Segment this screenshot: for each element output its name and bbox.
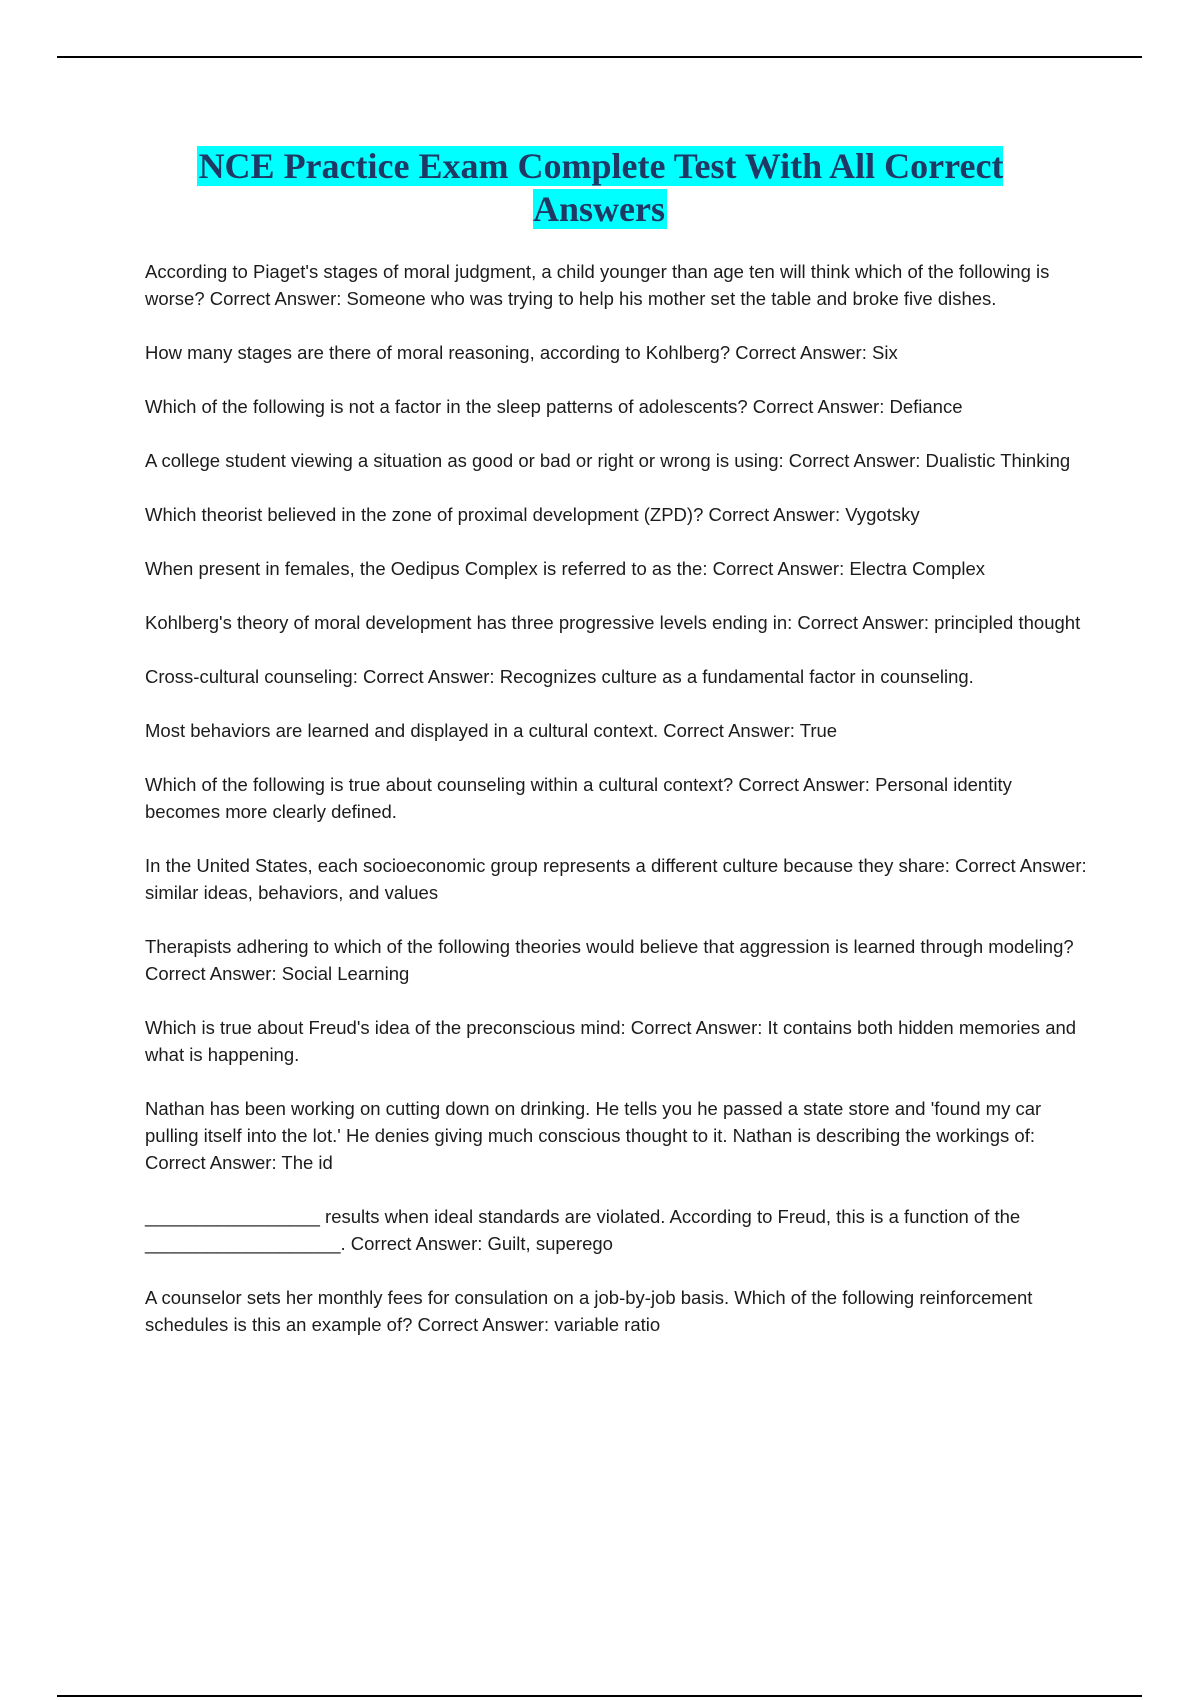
title-block [140,145,1060,231]
document-title-text: NCE Practice Exam Complete Test With All Correct Answers [198,146,1004,229]
document-title [140,145,1060,231]
question-item-10: Which of the following is true about counseling within a cultural context? Correct Answer: Personal identity becomes more clearly defined. [145,774,1012,822]
question-item-9: Most behaviors are learned and displayed in a cultural context. Correct Answer: True [145,720,838,741]
question-item-5: Which theorist believed in the zone of proximal development (ZPD)? Correct Answer: Vygotsky [145,504,920,525]
question-list [145,258,1090,1365]
footer-rule [57,1695,1142,1697]
question-item-1: According to Piaget's stages of moral judgment, a child younger than age ten will think which of the following is worse? Correct Answer: Someone who was trying to help his mother set the table and broke five dishes. [145,261,1050,309]
question-item-2: How many stages are there of moral reasoning, according to Kohlberg? Correct Answer: Six [145,342,898,363]
question-item-11: In the United States, each socioeconomic group represents a different culture because they share: Correct Answer: similar ideas, behaviors, and values [145,855,1087,903]
question-item-7: Kohlberg's theory of moral development has three progressive levels ending in: Correct Answer: principled thought [145,612,1081,633]
question-item-14: Nathan has been working on cutting down on drinking. He tells you he passed a state store and 'found my car pulling itself into the lot.' He denies giving much conscious thought to it. Nathan is describing the workings of: Correct Answer: The id [145,1098,1042,1173]
question-item-16: A counselor sets her monthly fees for consulation on a job-by-job basis. Which of the following reinforcement schedules is this an example of? Correct Answer: variable ratio [145,1287,1033,1335]
question-item-8: Cross-cultural counseling: Correct Answer: Recognizes culture as a fundamental factor in counseling. [145,666,974,687]
question-item-3: Which of the following is not a factor in the sleep patterns of adolescents? Correct Answer: Defiance [145,396,963,417]
question-item-13: Which is true about Freud's idea of the preconscious mind: Correct Answer: It contains both hidden memories and what is happening. [145,1017,1077,1065]
question-item-15: _________________ results when ideal standards are violated. According to Freud, this is a function of the ___________________. Correct Answer: Guilt, superego [145,1206,1021,1254]
question-item-4: A college student viewing a situation as good or bad or right or wrong is using: Correct Answer: Dualistic Thinking [145,450,1071,471]
question-item-6: When present in females, the Oedipus Complex is referred to as the: Correct Answer: Electra Complex [145,558,986,579]
header-rule [57,56,1142,58]
question-item-12: Therapists adhering to which of the following theories would believe that aggression is learned through modeling? Correct Answer: Social Learning [145,936,1074,984]
